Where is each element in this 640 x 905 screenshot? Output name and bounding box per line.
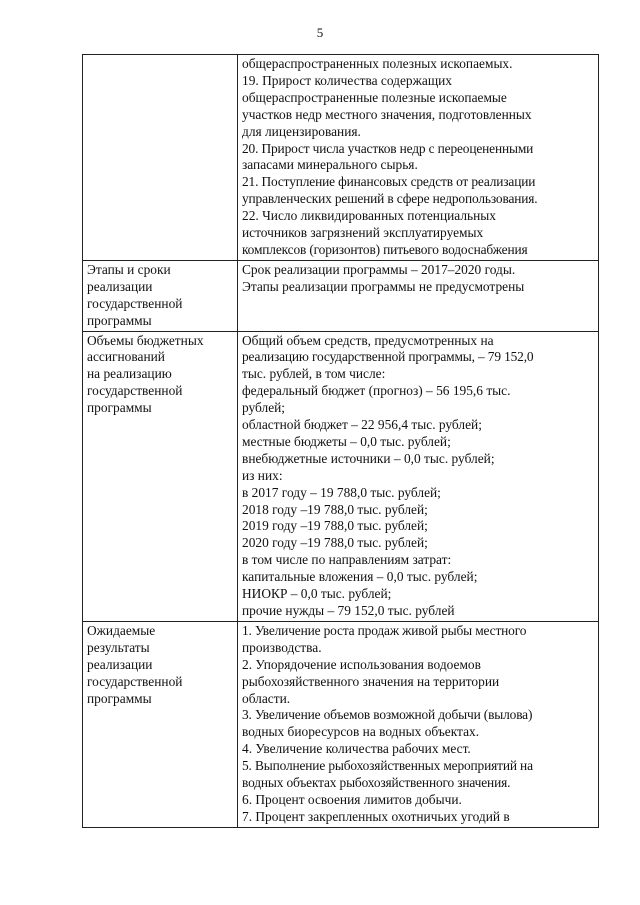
content-line: области. [242, 690, 291, 706]
content-line: рыбохозяйственного значения на территории [242, 673, 500, 689]
page-number: 5 [316, 25, 324, 40]
table-row-budget-allocations [83, 331, 599, 621]
content-line: 2020 году –19 788,0 тыс. рублей; [242, 535, 428, 551]
content-line: местные бюджеты – 0,0 тыс. рублей; [242, 433, 451, 449]
label-line: государственной [87, 383, 183, 399]
content-line: производства. [242, 639, 322, 655]
content-line: источников загрязнений эксплуатируемых [242, 225, 484, 241]
content-line: 4. Увеличение количества рабочих мест. [242, 741, 471, 757]
content-line: 1. Увеличение роста продаж живой рыбы местного [242, 622, 527, 638]
content-line: управленческих решений в сфере недропользования. [242, 191, 538, 207]
content-line: 2019 году –19 788,0 тыс. рублей; [242, 518, 428, 534]
row-content-indicators [238, 55, 599, 261]
content-line: 5. Выполнение рыбохозяйственных мероприятий на [242, 758, 533, 774]
content-line: прочие нужды – 79 152,0 тыс. рублей [242, 603, 455, 618]
row-label-empty [83, 55, 238, 261]
content-line: внебюджетные источники – 0,0 тыс. рублей; [242, 450, 495, 466]
label-line: Этапы и сроки [87, 261, 171, 277]
content-line: 7. Процент закрепленных охотничьих угодий в [242, 808, 510, 824]
content-line: для лицензирования. [242, 123, 361, 139]
content-line: Общий объем средств, предусмотренных на [242, 332, 494, 348]
label-line: программы [87, 690, 152, 706]
table-row-indicators-continued [83, 55, 599, 261]
table-row-stages-and-terms [83, 260, 599, 331]
label-line: Объемы бюджетных [87, 332, 204, 348]
row-label-results [83, 621, 238, 827]
content-line: 19. Прирост количества содержащих [242, 72, 452, 88]
row-content-results [238, 621, 599, 827]
label-line: реализации [87, 278, 153, 294]
row-label-budget [83, 331, 238, 621]
label-line: на реализацию [87, 366, 172, 382]
row-content-stages [238, 260, 599, 331]
content-line: 3. Увеличение объемов возможной добычи (вылова) [242, 707, 533, 723]
label-line: программы [87, 400, 152, 416]
content-line: из них: [242, 467, 283, 483]
content-line: участков недр местного значения, подготовленных [242, 106, 532, 122]
content-line: запасами минерального сырья. [242, 157, 418, 173]
content-line: 20. Прирост числа участков недр с переоцененными [242, 140, 534, 156]
table-row-expected-results [83, 621, 599, 827]
content-line: комплексов (горизонтов) питьевого водоснабжения [242, 241, 528, 257]
label-line: ассигнований [87, 349, 165, 365]
content-line: федеральный бюджет (прогноз) – 56 195,6 тыс. [242, 383, 511, 399]
content-line: общераспространенные полезные ископаемые [242, 89, 507, 105]
content-line: 22. Число ликвидированных потенциальных [242, 208, 496, 224]
label-line: государственной [87, 673, 183, 689]
program-passport-table [82, 54, 599, 828]
content-line: в том числе по направлениям затрат: [242, 552, 452, 568]
content-line: 6. Процент освоения лимитов добычи. [242, 791, 462, 807]
content-line: 2018 году –19 788,0 тыс. рублей; [242, 501, 428, 517]
label-line: Ожидаемые [87, 622, 156, 638]
content-line: в 2017 году – 19 788,0 тыс. рублей; [242, 484, 441, 500]
content-line: реализацию государственной программы, – 79 152,0 [242, 349, 534, 365]
content-line: рублей; [242, 400, 286, 416]
content-line: 2. Упорядочение использования водоемов [242, 656, 481, 672]
content-line: 21. Поступление финансовых средств от реализации [242, 174, 536, 190]
content-line: общераспространенных полезных ископаемых. [242, 56, 513, 71]
content-line: тыс. рублей, в том числе: [242, 366, 386, 382]
row-content-budget [238, 331, 599, 621]
content-line: Срок реализации программы – 2017–2020 годы. [242, 261, 516, 277]
label-line: государственной [87, 295, 183, 311]
content-line: водных биоресурсов на водных объектах. [242, 724, 480, 740]
content-line: областной бюджет – 22 956,4 тыс. рублей; [242, 417, 482, 433]
content-line: НИОКР – 0,0 тыс. рублей; [242, 586, 392, 602]
content-line: водных объектах рыбохозяйственного значения. [242, 775, 511, 791]
content-line: Этапы реализации программы не предусмотрены [242, 278, 525, 294]
content-line: капитальные вложения – 0,0 тыс. рублей; [242, 569, 478, 585]
label-line: реализации [87, 656, 153, 672]
label-line: результаты [87, 639, 150, 655]
label-line: программы [87, 312, 152, 328]
row-label-stages [83, 260, 238, 331]
